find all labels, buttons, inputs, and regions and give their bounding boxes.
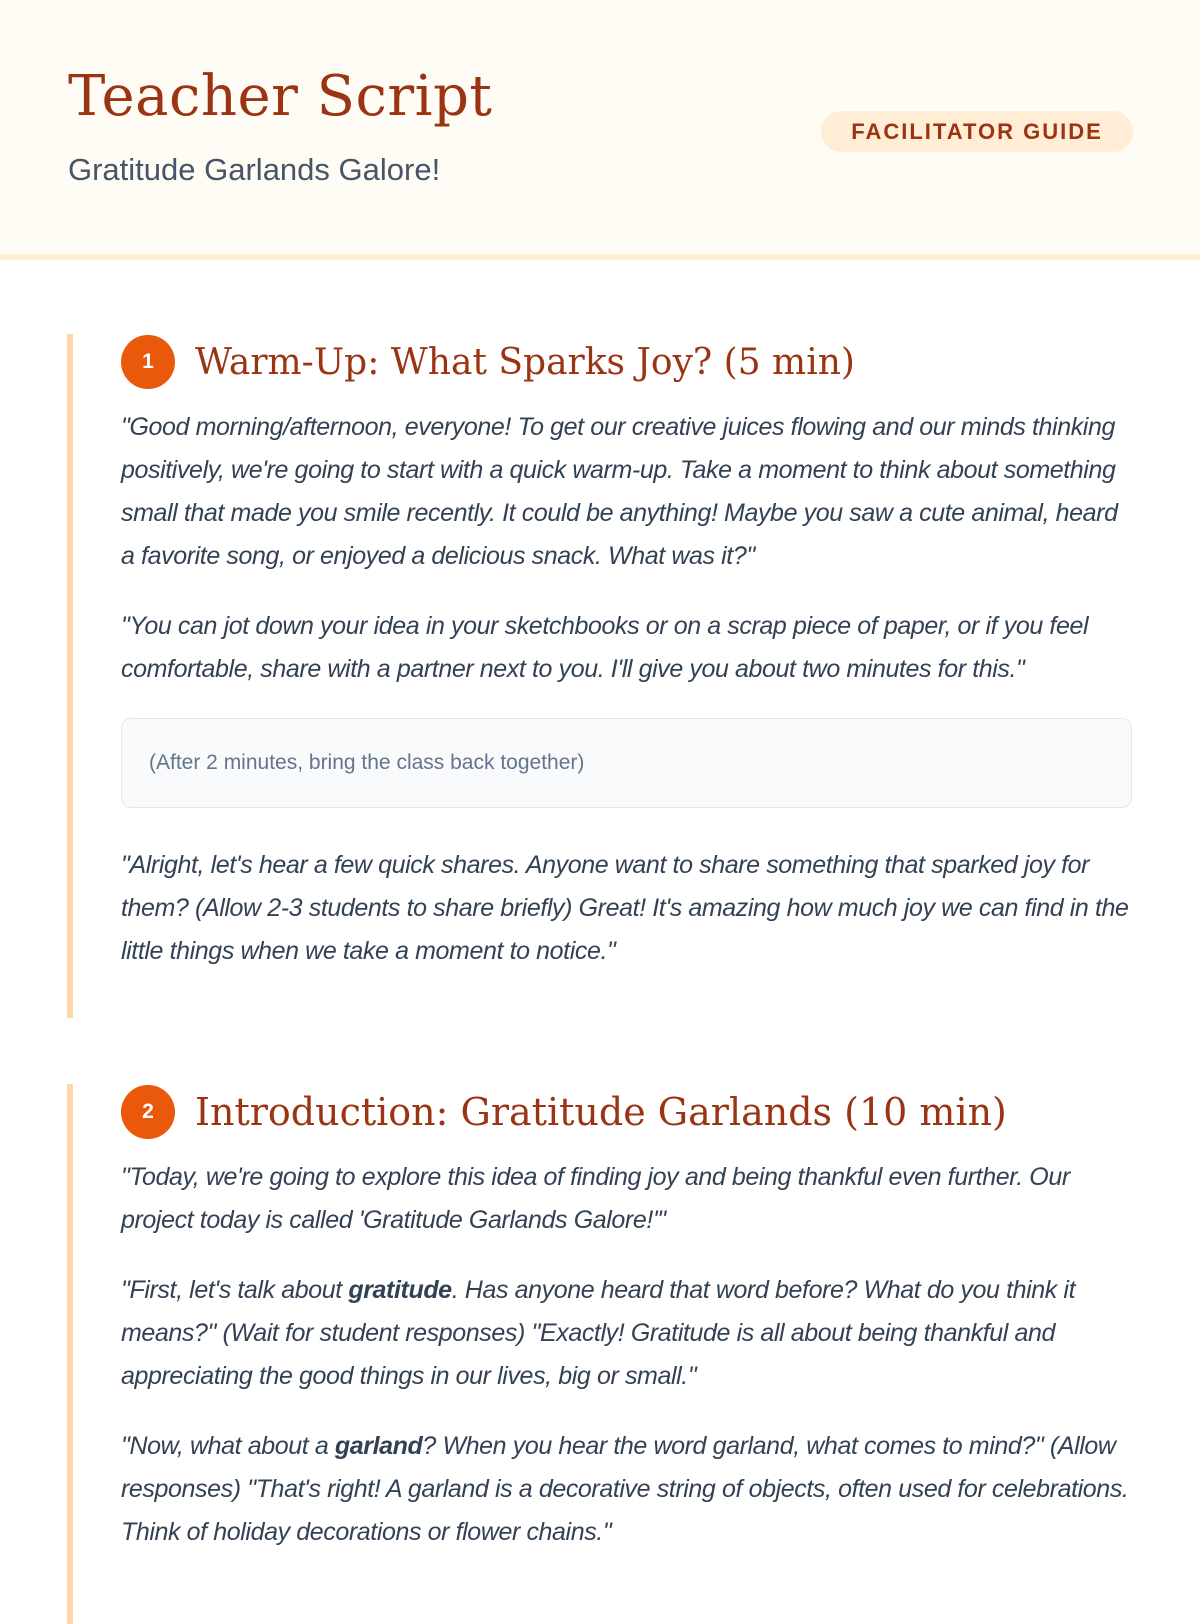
page-subtitle: Gratitude Garlands Galore! (68, 152, 441, 187)
script-paragraph (121, 1425, 1135, 1554)
facilitator-guide-badge: FACILITATOR GUIDE (821, 111, 1133, 152)
script-paragraph: "You can jot down your idea in your sketchbooks or on a scrap piece of paper, or if you feel comfortable, share with a partner next to you. I'll give you about two minutes for this." (121, 612, 1089, 683)
step-number-badge: 2 (121, 1085, 175, 1139)
step-number-badge: 1 (121, 335, 175, 389)
text-span: ? When you hear the word garland, what comes to mind?" (Allow responses) "That's right! A garland is a decorative string of objects, often used for celebrations. Think of holiday decorations or flower chains." (121, 1432, 1129, 1546)
script-paragraph: "Alright, let's hear a few quick shares. Anyone want to share something that sparked joy for them? (Allow 2-3 students to share briefly) Great! It's amazing how much joy we can find in the little things when we take a moment to notice." (121, 851, 1129, 965)
script-paragraph: "Today, we're going to explore this idea of finding joy and being thankful even further. Our project today is called 'Gratitude Garlands Galore!'" (121, 1163, 1070, 1234)
section-title: Introduction: Gratitude Garlands (10 min) (195, 1090, 1007, 1134)
script-paragraph (121, 1269, 1135, 1398)
section-introduction (67, 1084, 1135, 1624)
section-title: Warm-Up: What Sparks Joy? (5 min) (195, 341, 855, 383)
keyword-garland: garland (334, 1432, 423, 1460)
section-warm-up (67, 334, 1135, 1018)
keyword-gratitude: gratitude (348, 1276, 452, 1304)
script-paragraph: "Good morning/afternoon, everyone! To get our creative juices flowing and our minds thinking positively, we're going to start with a quick warm-up. Take a moment to think about something small that made you smile recently. It could be anything! Maybe you saw a cute animal, heard a favorite song, or enjoyed a delicious snack. What was it?" (121, 413, 1118, 570)
text-span: . Has anyone heard that word before? What do you think it means?" (Wait for student responses) "Exactly! Gratitude is all about being thankful and appreciating the good things in our lives, big or small." (121, 1276, 1076, 1390)
page-title: Teacher Script (68, 64, 493, 129)
section-heading (121, 334, 1135, 390)
stage-direction-note: (After 2 minutes, bring the class back together) (121, 718, 1132, 808)
text-span: "First, let's talk about (121, 1276, 349, 1304)
text-span: "Now, what about a (121, 1432, 335, 1460)
page-header (0, 0, 1200, 260)
section-heading (121, 1084, 1135, 1140)
